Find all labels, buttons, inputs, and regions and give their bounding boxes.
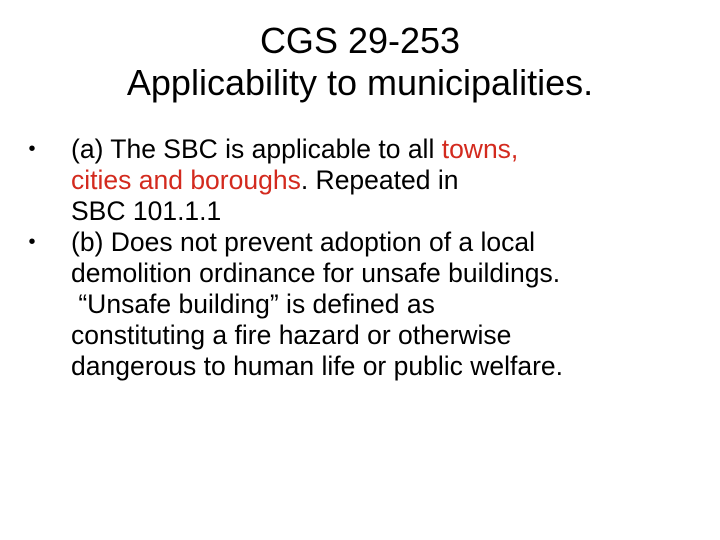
bullet-icon: •: [28, 138, 36, 160]
bullet-b-line-5: dangerous to human life or public welfare.: [71, 351, 564, 381]
bullet-b-line-4: constituting a fire hazard or otherwise: [71, 320, 512, 350]
bullet-item-a: [22, 134, 702, 227]
slide-title: [40, 20, 680, 104]
title-line-2: Applicability to municipalities.: [126, 62, 594, 103]
bullet-b-line-1: (b) Does not prevent adoption of a local: [71, 227, 536, 257]
bullet-item-b: [22, 227, 702, 382]
bullet-a-line-2: [71, 165, 702, 196]
bullet-a-text-1: (a) The SBC is applicable to all: [71, 134, 442, 164]
bullet-list: [22, 134, 702, 382]
title-line-1: CGS 29-253: [259, 20, 461, 61]
bullet-b-line-3: “Unsafe building” is defined as: [71, 289, 435, 319]
bullet-icon: •: [28, 231, 36, 253]
bullet-a-line-1: [71, 134, 702, 165]
bullet-a-text-2: . Repeated in: [300, 165, 459, 195]
bullet-a-highlight-1: towns,: [441, 134, 519, 164]
bullet-a-line-3: SBC 101.1.1: [71, 196, 222, 226]
bullet-a-highlight-2: cities and boroughs: [71, 165, 301, 195]
bullet-b-line-2: demolition ordinance for unsafe buildings.: [71, 258, 561, 288]
